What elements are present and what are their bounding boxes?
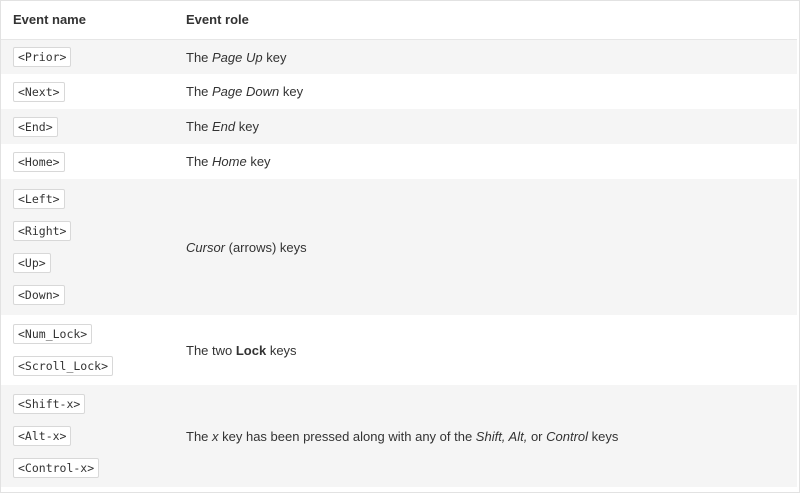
key-code: <Num_Lock> <box>13 324 92 344</box>
role-text: The <box>186 49 213 65</box>
key-code: <Prior> <box>13 47 71 67</box>
role-strong: Lock <box>235 342 267 358</box>
role-text: keys <box>588 428 619 444</box>
key-code: <End> <box>13 117 58 137</box>
key-code: <Right> <box>13 221 71 241</box>
key-code: <Shift-x> <box>13 394 85 414</box>
role-emphasis: Cursor <box>186 239 226 255</box>
key-code: <Scroll_Lock> <box>13 356 113 376</box>
role-emphasis: x <box>212 428 219 444</box>
role-text: key <box>246 154 271 169</box>
key-code: <Up> <box>13 253 51 273</box>
role-emphasis: End <box>212 119 236 134</box>
role-text: The <box>186 428 213 444</box>
role-text: (arrows) keys <box>225 239 307 255</box>
role-text: The two <box>186 342 236 358</box>
key-code: <Alt-x> <box>13 426 71 446</box>
role-text: key <box>262 49 287 65</box>
role-emphasis: Page Down <box>212 84 280 99</box>
role-emphasis: Home <box>212 154 247 169</box>
key-code: <Down> <box>13 285 65 305</box>
key-code: <Next> <box>13 82 65 102</box>
key-code: <Control-x> <box>13 458 99 478</box>
role-emphasis: Shift, Alt, <box>475 428 528 444</box>
header-event-name: Event name <box>1 0 174 40</box>
header-event-role: Event role <box>174 0 797 40</box>
role-text: key <box>279 84 304 99</box>
role-text: key <box>235 119 259 134</box>
role-text: or <box>527 428 547 444</box>
key-code: <Home> <box>13 152 65 172</box>
key-code: <Left> <box>13 189 65 209</box>
role-emphasis: Control <box>546 428 589 444</box>
role-text: key has been pressed along with any of the <box>218 428 476 444</box>
role-text: The <box>186 154 213 169</box>
role-text: keys <box>266 342 297 358</box>
role-text: The <box>186 84 213 99</box>
role-emphasis: Page Up <box>212 49 263 65</box>
role-text: The <box>186 119 213 134</box>
